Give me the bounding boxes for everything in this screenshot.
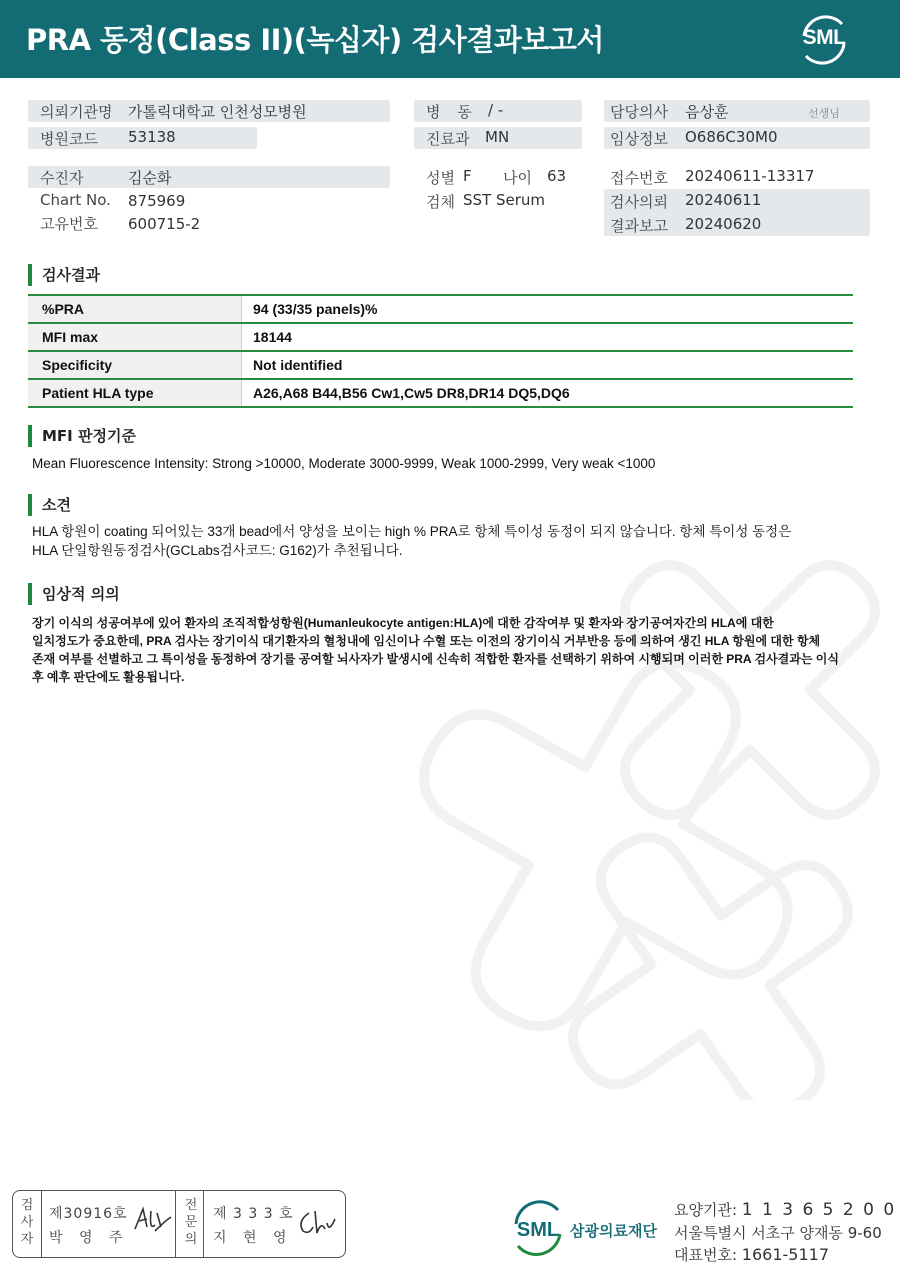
clinical-value: O686C30M0 <box>685 128 778 146</box>
significance-line-4: 후 예후 판단에도 활용됩니다. <box>32 670 185 684</box>
chart-value: 875969 <box>128 192 186 210</box>
dept-value: MN <box>485 128 510 146</box>
opinion-line-1: HLA 항원이 coating 되어있는 33개 bead에서 양성을 보이는 high % PRA로 항체 특이성 동정이 되지 않습니다. 항체 특이성 동정은 <box>32 524 792 539</box>
reported-value: 20240620 <box>685 215 762 233</box>
significance-line-2: 일치정도가 중요한데, PRA 검사는 장기이식 대기환자의 혈청내에 임신이나 수혈 또는 이전의 장기이식 거부반응 등에 의하여 생긴 HLA 항원에 대한 항체 <box>32 634 821 648</box>
id-value: 600715-2 <box>128 215 201 233</box>
receipt-label: 접수번호 <box>610 169 668 187</box>
institution-value: 가톨릭대학교 인천성모병원 <box>128 103 307 121</box>
results-row-value: 94 (33/35 panels)% <box>253 301 378 317</box>
footer-address: 서울특별시 서초구 양재동 9-60 <box>674 1224 882 1242</box>
sig1-role <box>17 1197 37 1248</box>
age-value: 63 <box>547 167 567 185</box>
results-row <box>28 296 853 324</box>
id-label: 고유번호 <box>40 215 98 233</box>
clinical-label: 임상정보 <box>610 130 668 148</box>
sig2-role-char: 전 <box>184 1198 198 1213</box>
specimen-label: 검체 <box>426 193 455 211</box>
footer-phone-line <box>674 1244 829 1265</box>
footer-code-value: 1 1 3 6 5 2 0 0 <box>741 1200 897 1220</box>
chart-label: Chart No. <box>40 191 111 209</box>
doctor-label: 담당의사 <box>610 103 668 121</box>
institution-label: 의뢰기관명 <box>40 103 113 121</box>
sig1-signature-icon <box>131 1203 175 1237</box>
clinical-significance-title: 임상적 의의 <box>28 583 120 605</box>
sig-divider <box>41 1191 42 1257</box>
footer-org-name: 삼광의료재단 <box>570 1222 657 1240</box>
receipt-value: 20240611-13317 <box>685 167 815 185</box>
opinion-line-2: HLA 단일항원동정검사(GCLabs검사코드: G162)가 추천됩니다. <box>32 543 403 558</box>
sig2-name: 지 현 영 <box>213 1230 293 1246</box>
results-row-value: Not identified <box>253 357 343 373</box>
report-title: PRA 동정(Class II)(녹십자) 검사결과보고서 <box>26 23 604 57</box>
results-row-divider <box>241 352 242 378</box>
signature-box <box>12 1190 346 1258</box>
significance-line-3: 존재 여부를 선별하고 그 특이성을 동정하여 장기를 공여할 뇌사자가 발생시에 신속히 적합한 환자를 선택하기 위하여 시행되며 이러한 PRA 검사결과는 이식 <box>32 652 839 666</box>
sig1-name: 박 영 주 <box>49 1230 129 1246</box>
hospital-code-label: 병원코드 <box>40 130 98 148</box>
hospital-code-value: 53138 <box>128 128 176 146</box>
results-row-value: 18144 <box>253 329 292 345</box>
sig2-role <box>181 1197 201 1248</box>
mfi-criteria-text: Mean Fluorescence Intensity: Strong >10000, Moderate 3000-9999, Weak 1000-2999, Very weak <1000 <box>32 456 656 471</box>
results-row-key: Specificity <box>28 352 241 378</box>
logo-text: SML <box>802 26 846 49</box>
sig-divider <box>175 1191 176 1257</box>
ward-value: / - <box>488 101 504 119</box>
patient-value: 김순화 <box>128 169 172 187</box>
results-row <box>28 352 853 380</box>
sig2-number: 제 3 3 3 호 <box>213 1206 294 1222</box>
sig1-number: 제30916호 <box>49 1206 128 1222</box>
dept-label: 진료과 <box>426 130 470 148</box>
sig1-role-char: 검 <box>20 1198 34 1213</box>
specimen-value: SST Serum <box>463 191 546 209</box>
sig2-role-char: 문 <box>184 1215 198 1230</box>
results-row-value: A26,A68 B44,B56 Cw1,Cw5 DR8,DR14 DQ5,DQ6 <box>253 385 570 401</box>
results-row <box>28 324 853 352</box>
results-row-divider <box>241 296 242 322</box>
results-section-title: 검사결과 <box>28 264 100 286</box>
footer-code-label: 요양기관: <box>674 1201 738 1219</box>
age-label: 나이 <box>503 169 532 187</box>
requested-value: 20240611 <box>685 191 762 209</box>
report-header <box>0 0 900 78</box>
sml-logo-icon <box>796 12 852 68</box>
footer-phone-value: 1661-5117 <box>741 1245 830 1264</box>
sex-label: 성별 <box>426 169 455 187</box>
results-row-divider <box>241 380 242 406</box>
footer-logo-text: SML <box>516 1219 560 1241</box>
ward-label: 병 동 <box>426 103 478 121</box>
opinion-section-title: 소견 <box>28 494 71 516</box>
requested-label: 검사의뢰 <box>610 193 668 211</box>
doctor-suffix: 선생님 <box>808 107 840 120</box>
footer-code-line <box>674 1199 896 1220</box>
patient-label: 수진자 <box>40 169 84 187</box>
mfi-section-title: MFI 판정기준 <box>28 425 136 447</box>
sig2-role-char: 의 <box>184 1232 198 1247</box>
sig1-role-char: 사 <box>20 1215 34 1230</box>
results-table <box>28 294 853 408</box>
results-row-key: MFI max <box>28 324 241 350</box>
doctor-value: 음상훈 <box>685 103 729 121</box>
sml-foundation-logo-icon <box>508 1198 568 1258</box>
results-row-key: %PRA <box>28 296 241 322</box>
sex-value: F <box>463 167 472 185</box>
sig-divider <box>203 1191 204 1257</box>
results-row <box>28 380 853 408</box>
sig2-signature-icon <box>295 1207 339 1239</box>
sig1-role-char: 자 <box>20 1232 34 1247</box>
results-row-divider <box>241 324 242 350</box>
reported-label: 결과보고 <box>610 217 668 235</box>
significance-line-1: 장기 이식의 성공여부에 있어 환자의 조직적합성항원(Humanleukocyte antigen:HLA)에 대한 감작여부 및 환자와 장기공여자간의 HLA에 대한 <box>32 616 774 630</box>
results-row-key: Patient HLA type <box>28 380 241 406</box>
footer-phone-label: 대표번호: <box>674 1246 738 1264</box>
